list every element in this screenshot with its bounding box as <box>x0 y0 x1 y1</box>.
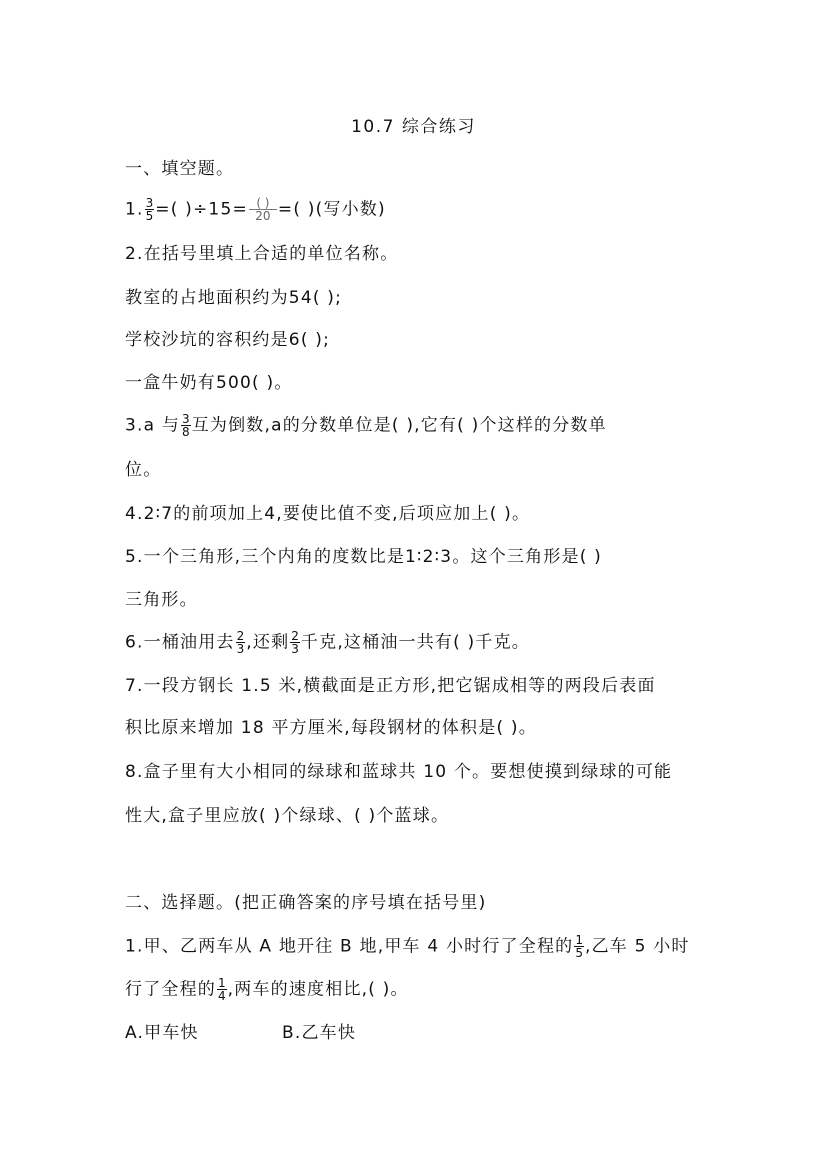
question-1-5-line2: 三角形。 <box>125 590 198 610</box>
q2-1-line2-lead: 行了全程的 <box>125 979 216 1000</box>
question-1-2-line1: 教室的占地面积约为54( ); <box>125 288 343 308</box>
q6-mid: ,还剩 <box>246 632 290 653</box>
section2-heading: 二、选择题。(把正确答案的序号填在括号里) <box>125 893 487 913</box>
q6-lead: 6.一桶油用去 <box>125 632 235 653</box>
fraction-2-3-used: $\frac{2}{3}$ <box>236 629 245 656</box>
q1-mid: =( )÷15= <box>155 199 248 220</box>
q3-lead: 3.a 与 <box>125 415 181 436</box>
q2-1-lead: 1.甲、乙两车从 A 地开往 B 地,甲车 4 小时行了全程的 <box>125 936 574 957</box>
question-1-4: 4.2∶7的前项加上4,要使比值不变,后项应加上( )。 <box>125 504 531 524</box>
q1-tail: =( )(写小数) <box>277 199 386 220</box>
question-1-7-line2: 积比原来增加 18 平方厘米,每段钢材的体积是( )。 <box>125 718 537 738</box>
question-1-3-line2: 位。 <box>125 460 162 480</box>
question-1-3 <box>125 413 607 438</box>
question-1-1 <box>125 197 386 222</box>
question-1-8-line2: 性大,盒子里应放( )个绿球、( )个蓝球。 <box>125 806 450 826</box>
fraction-1-4: $\frac{1}{4}$ <box>218 976 226 1003</box>
option-a: A.甲车快 <box>125 1023 199 1043</box>
q3-tail: 互为倒数,a的分数单位是( ),它有( )个这样的分数单 <box>191 415 607 436</box>
option-b: B.乙车快 <box>282 1023 357 1043</box>
q1-lead: 1. <box>125 199 144 220</box>
question-2-1 <box>125 934 690 959</box>
fraction-3-8: $\frac{3}{8}$ <box>182 412 190 439</box>
fraction-2-3-left: $\frac{2}{3}$ <box>291 629 299 656</box>
fraction-blank-20: $\frac{( )}{20}$ <box>249 197 277 222</box>
question-1-6 <box>125 630 530 655</box>
q2-1-tail: ,乙车 5 小时 <box>585 936 690 957</box>
fraction-3-5: $\frac{3}{5}$ <box>145 196 154 223</box>
question-1-7: 7.一段方钢长 1.5 米,横截面是正方形,把它锯成相等的两段后表面 <box>125 676 656 696</box>
question-2-1-line2 <box>125 977 409 1002</box>
q6-tail: 千克,这桶油一共有( )千克。 <box>300 632 530 653</box>
page-title: 10.7 综合练习 <box>351 117 476 137</box>
question-1-2: 2.在括号里填上合适的单位名称。 <box>125 244 399 264</box>
section1-heading: 一、填空题。 <box>125 159 235 179</box>
question-1-8: 8.盒子里有大小相同的绿球和蓝球共 10 个。要想使摸到绿球的可能 <box>125 762 673 782</box>
q2-1-line2-tail: ,两车的速度相比,( )。 <box>227 979 409 1000</box>
fraction-1-5: $\frac{1}{5}$ <box>575 933 583 960</box>
question-1-5: 5.一个三角形,三个内角的度数比是1∶2∶3。这个三角形是( ) <box>125 547 602 567</box>
question-1-2-line3: 一盒牛奶有500( )。 <box>125 373 293 393</box>
question-1-2-line2: 学校沙坑的容积约是6( ); <box>125 330 331 350</box>
